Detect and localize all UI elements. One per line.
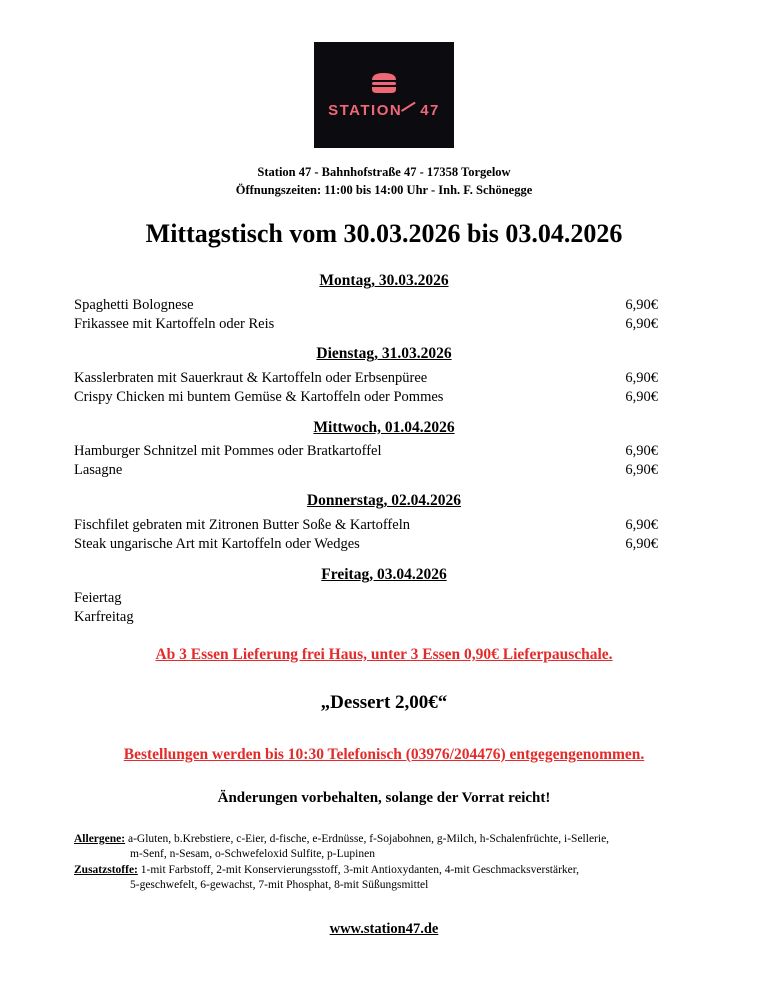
menu-item-price: 6,90€ [625,296,658,313]
allergens-line [74,832,698,848]
additives-text-line1: 1-mit Farbstoff, 2-mit Konservierungsstoff, 3-mit Antioxydanten, 4-mit Geschmacksverstärker, [140,863,580,876]
menu-day [0,271,768,333]
menu-item-name: Fischfilet gebraten mit Zitronen Butter Soße & Kartoffeln [74,516,410,533]
page-title: Mittagstisch vom 30.03.2026 bis 03.04.2026 [145,219,623,249]
logo-slash-icon [401,101,416,111]
menu-item-price: 6,90€ [625,369,658,386]
menu-item-name: Steak ungarische Art mit Kartoffeln oder Wedges [74,535,360,552]
logo-wordmark [328,102,440,119]
menu-item-price: 6,90€ [625,315,658,332]
menu-item-row [0,516,768,535]
day-header: Dienstag, 31.03.2026 [316,345,452,363]
allergens-text-line2: m-Senf, n-Sesam, o-Schwefeloxid Sulfite, p-Lupinen [130,848,375,861]
restaurant-logo [314,42,454,148]
menu-item-name: Crispy Chicken mi buntem Gemüse & Kartoffeln oder Pommes [74,388,444,405]
menu-item-price: 6,90€ [625,462,658,479]
menu-item-price: 6,90€ [625,535,658,552]
menu-item-name: Feiertag [74,589,122,606]
menu-day [0,344,768,406]
logo-text-number: 47 [420,102,440,119]
day-header: Donnerstag, 02.04.2026 [306,492,462,510]
menu-item-row [0,369,768,388]
day-header: Freitag, 03.04.2026 [321,565,447,583]
menu-item-name: Spaghetti Bolognese [74,296,194,313]
menu-item-row [0,388,768,407]
website-row [0,920,768,938]
additives-line [74,863,698,879]
opening-hours: Öffnungszeiten: 11:00 bis 14:00 Uhr - Inh. F. Schönegge [235,183,533,198]
disclaimer-note: Änderungen vorbehalten, solange der Vorrat reicht! [217,789,551,806]
menu-item-name: Kasslerbraten mit Sauerkraut & Kartoffeln oder Erbsenpüree [74,369,428,386]
allergens-label: Allergene: [74,832,126,845]
menu-item-name: Karfreitag [74,608,134,625]
day-header: Montag, 30.03.2026 [319,272,449,290]
additives-label: Zusatzstoffe: [74,863,138,876]
website-link[interactable]: www.station47.de [329,920,439,937]
menu-day [0,491,768,553]
additives-text-line2: 5-geschwefelt, 6-gewachst, 7-mit Phosphat, 8-mit Süßungsmittel [130,879,429,892]
menu-item-name: Hamburger Schnitzel mit Pommes oder Bratkartoffel [74,443,382,460]
dessert-note: „Dessert 2,00€“ [320,692,448,713]
menu-item-row [0,315,768,334]
logo-text-station: STATION [328,102,403,119]
menu-item-name: Lasagne [74,462,123,479]
restaurant-address: Station 47 - Bahnhofstraße 47 - 17358 Torgelow [257,165,511,179]
menu-item-price: 6,90€ [625,516,658,533]
menu-item-row [0,589,768,608]
menu-item-row [0,535,768,554]
allergens-text-line1: a-Gluten, b.Krebstiere, c-Eier, d-fische, e-Erdnüsse, f-Sojabohnen, g-Milch, h-Schalenfrüchte, i-Sellerie, [127,832,610,845]
day-header: Mittwoch, 01.04.2026 [313,418,455,436]
delivery-note: Ab 3 Essen Lieferung frei Haus, unter 3 Essen 0,90€ Lieferpauschale. [155,645,613,663]
menu-item-name: Frikassee mit Kartoffeln oder Reis [74,315,275,332]
menu-item-row [0,296,768,315]
menu-days [0,271,768,627]
menu-item-price: 6,90€ [625,443,658,460]
burger-icon [369,71,399,95]
allergen-info [0,832,768,894]
menu-day [0,565,768,627]
header-info [0,163,768,199]
menu-item-row [0,442,768,461]
menu-item-row [0,461,768,480]
menu-page [0,42,768,995]
orders-note: Bestellungen werden bis 10:30 Telefonisch (03976/204476) entgegengenommen. [123,745,645,763]
menu-day [0,418,768,480]
menu-item-row [0,608,768,627]
menu-item-price: 6,90€ [625,388,658,405]
